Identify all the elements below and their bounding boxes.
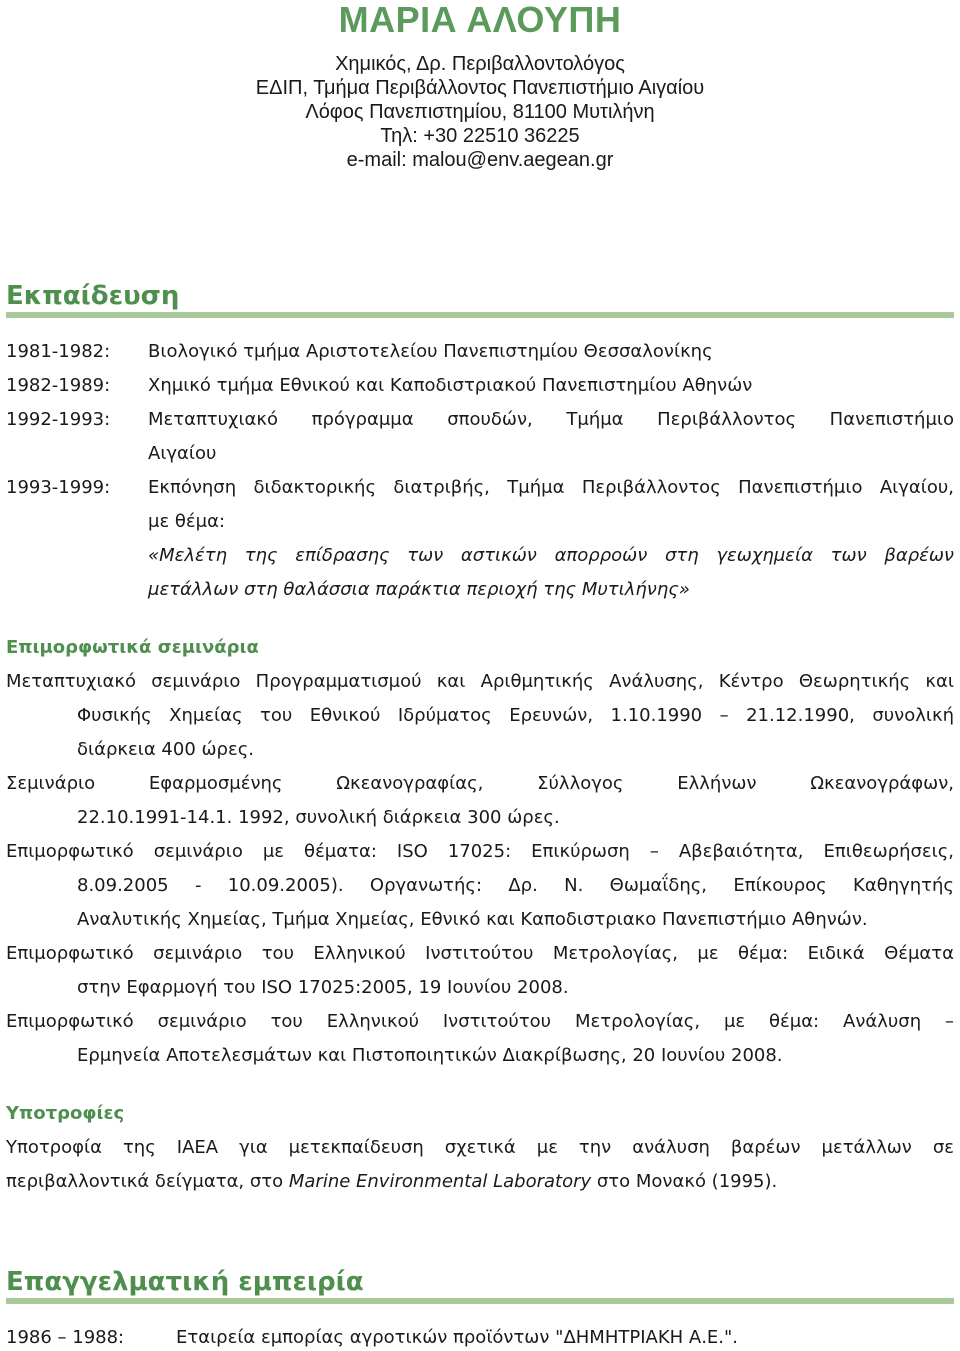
education-text: Βιολογικό τμήμα Αριστοτελείου Πανεπιστημίου Θεσσαλονίκης [148,341,713,362]
seminar-item-cont: διάρκεια 400 ώρες. [77,739,255,760]
experience-divider [6,1298,954,1304]
thesis-title: «Μελέτη της επίδρασης των αστικών απορροών στη γεωχημεία των βαρέων [148,545,954,566]
experience-text: Εταιρεία εμπορίας αγροτικών προϊόντων "ΔΗΜΗΤΡΙΑΚΗ Α.Ε.". [176,1327,739,1348]
education-text: Εκπόνηση διδακτορικής διατριβής, Τμήμα Περιβάλλοντος Πανεπιστήμιο Αιγαίου, [148,477,954,498]
person-title: Χημικός, Δρ. Περιβαλλοντολόγος [335,53,625,75]
person-name: ΜΑΡΙΑ ΑΛΟΥΠΗ [338,0,622,40]
scholarship-lab-name: Marine Environmental Laboratory [288,1171,592,1192]
scholarships-heading: Υποτροφίες [6,1103,125,1124]
experience-period: 1986 – 1988: [6,1327,125,1348]
scholarship-text-cont [6,1170,777,1194]
seminar-item-cont: Φυσικής Χημείας του Εθνικού Ιδρύματος Ερευνών, 1.10.1990 – 21.12.1990, συνολική [77,705,954,726]
education-heading: Εκπαίδευση [6,281,180,311]
education-period: 1982-1989: [6,375,111,396]
seminar-item: Σεμινάριο Εφαρμοσμένης Ωκεανογραφίας, Σύλλογος Ελλήνων Ωκεανογράφων, [6,773,954,794]
scholarship-text-part: περιβαλλοντικά δείγματα, στο [6,1171,289,1192]
experience-heading: Επαγγελματική εμπειρία [6,1267,364,1297]
person-address: Λόφος Πανεπιστημίου, 81100 Μυτιλήνη [305,101,655,123]
seminar-item: Μεταπτυχιακό σεμινάριο Προγραμματισμού και Αριθμητικής Ανάλυσης, Κέντρο Θεωρητικής και [6,671,954,692]
seminars-heading: Επιμορφωτικά σεμινάρια [6,637,259,658]
education-period: 1993-1999: [6,477,111,498]
education-text-cont: με θέμα: [148,511,226,532]
education-text: Μεταπτυχιακό πρόγραμμα σπουδών, Τμήμα Περιβάλλοντος Πανεπιστήμιο [148,409,954,430]
education-period: 1992-1993: [6,409,111,430]
education-divider [6,312,954,318]
seminar-item-cont: 8.09.2005 - 10.09.2005). Οργανωτής: Δρ. Ν. Θωμαΐδης, Επίκουρος Καθηγητής [77,875,954,896]
seminar-item: Επιμορφωτικό σεμινάριο του Ελληνικού Ινστιτούτου Μετρολογίας, με θέμα: Ειδικά Θέματα [6,943,954,964]
scholarship-text: Υποτροφία της IAEA για μετεκπαίδευση σχετικά με την ανάλυση βαρέων μετάλλων σε [6,1137,954,1158]
education-period: 1981-1982: [6,341,111,362]
person-email: e-mail: malou@env.aegean.gr [346,149,614,171]
thesis-title-cont: μετάλλων στη θαλάσσια παράκτια περιοχή της Μυτιλήνης» [148,579,690,600]
seminar-item-cont: στην Εφαρμογή του ISO 17025:2005, 19 Ιουνίου 2008. [77,977,569,998]
person-phone: Τηλ: +30 22510 36225 [380,125,580,147]
seminar-item: Επιμορφωτικό σεμινάριο του Ελληνικού Ινστιτούτου Μετρολογίας, με θέμα: Ανάλυση – [6,1011,954,1032]
education-text-cont: Αιγαίου [148,443,217,464]
seminar-item-cont: Ερμηνεία Αποτελεσμάτων και Πιστοποιητικών Διακρίβωσης, 20 Ιουνίου 2008. [77,1045,783,1066]
seminar-item-cont: Αναλυτικής Χημείας, Τμήμα Χημείας, Εθνικό και Καποδιστριακο Πανεπιστήμιο Αθηνών. [77,909,868,930]
person-affiliation: ΕΔΙΠ, Τμήμα Περιβάλλοντος Πανεπιστήμιο Αιγαίου [255,77,705,99]
seminar-item-cont: 22.10.1991-14.1. 1992, συνολική διάρκεια 300 ώρες. [77,807,560,828]
seminar-item: Επιμορφωτικό σεμινάριο με θέματα: ISO 17025: Επικύρωση – Αβεβαιότητα, Επιθεωρήσεις, [6,841,954,862]
scholarship-text-part: στο Μονακό (1995). [591,1171,778,1192]
education-text: Χημικό τμήμα Εθνικού και Καποδιστριακού Πανεπιστημίου Αθηνών [148,375,753,396]
